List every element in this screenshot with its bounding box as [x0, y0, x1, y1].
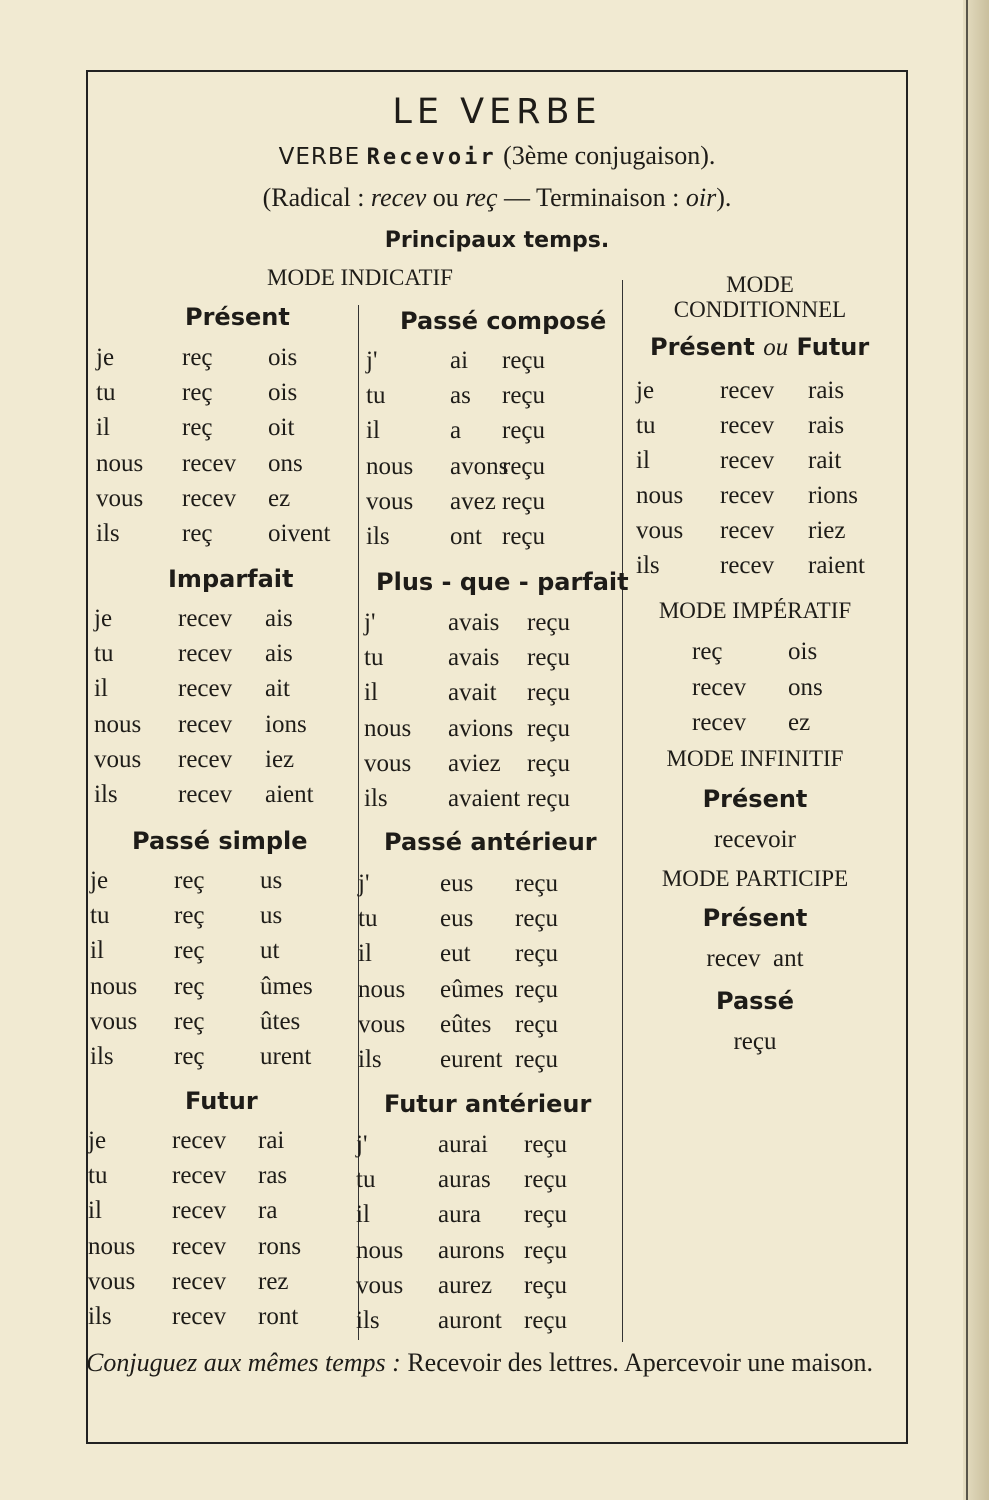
ending: ois — [268, 344, 298, 371]
ending: ez — [268, 484, 291, 512]
stem: recev — [172, 1267, 227, 1295]
stem: reç — [182, 414, 213, 442]
mode-conditionnel — [640, 272, 880, 322]
ending: reçu — [527, 644, 571, 672]
pronoun: il — [366, 417, 380, 445]
ending: ons — [268, 449, 303, 477]
stem: as — [450, 382, 471, 410]
mode-conditionnel-line1: MODE — [726, 272, 794, 297]
tense-title-plus-que-parfait: Plus - que - parfait — [376, 568, 629, 596]
ending: ions — [265, 710, 307, 738]
conditionnel-title-2: Futur — [796, 333, 870, 361]
participe-present-value — [630, 945, 880, 973]
pronoun: tu — [366, 382, 386, 410]
ending: iez — [265, 745, 295, 773]
ending: oit — [268, 414, 295, 442]
stem: recev — [178, 605, 233, 632]
ending: ois — [788, 638, 818, 665]
radical-2: reç — [465, 183, 498, 212]
ending: reçu — [527, 749, 571, 777]
tense-title-imparfait: Imparfait — [168, 565, 294, 593]
ending: ez — [788, 709, 811, 736]
ending: ras — [258, 1162, 288, 1190]
ending: reçu — [527, 785, 571, 812]
radical-1: recev — [370, 183, 427, 212]
mode-conditionnel-line2: CONDITIONNEL — [673, 297, 847, 322]
pronoun: tu — [90, 902, 110, 930]
pronoun: j' — [358, 870, 370, 897]
stem: a — [450, 417, 462, 445]
ending: reçu — [515, 975, 559, 1003]
pronoun: je — [94, 605, 113, 632]
pronoun: il — [94, 675, 108, 703]
stem: avais — [448, 609, 500, 636]
stem: eurent — [440, 1046, 503, 1073]
ending: ait — [265, 675, 290, 703]
stem: reç — [182, 379, 213, 407]
pronoun: je — [96, 344, 115, 371]
stem: avait — [448, 679, 497, 707]
conditionnel-title-ou: ou — [763, 334, 789, 361]
pronoun: tu — [356, 1166, 376, 1194]
stem: recev — [178, 745, 233, 773]
tense-title-passe-compose: Passé composé — [400, 307, 607, 335]
stem: recev — [692, 709, 747, 736]
stem: recev — [172, 1303, 227, 1330]
pronoun: nous — [90, 972, 138, 1000]
ending: ront — [258, 1303, 299, 1330]
stem: reç — [174, 1007, 205, 1035]
ending: reçu — [515, 940, 559, 968]
ending: riez — [808, 517, 846, 544]
ending: reçu — [524, 1166, 568, 1194]
stem: avions — [448, 714, 514, 742]
ending: reçu — [527, 679, 571, 707]
verb-name: Recevoir — [366, 145, 497, 170]
stem: auront — [438, 1307, 502, 1334]
ending: reçu — [502, 382, 546, 410]
participe-present-title: Présent — [702, 904, 808, 932]
stem: reç — [182, 520, 213, 547]
participe-present-ending: ant — [773, 945, 804, 972]
ending: reçu — [527, 609, 571, 636]
stem: avaient — [448, 785, 521, 812]
stem: reç — [174, 867, 205, 894]
pronoun: ils — [364, 785, 388, 812]
stem: eûtes — [440, 1010, 492, 1038]
stem: reç — [182, 344, 213, 371]
ending: rez — [258, 1267, 289, 1295]
pronoun: il — [90, 937, 104, 965]
pronoun: ils — [96, 520, 120, 547]
stem: reç — [174, 902, 205, 930]
ending: reçu — [515, 1010, 559, 1038]
stem: eus — [440, 870, 474, 897]
pronoun: nous — [364, 714, 412, 742]
pronoun: nous — [366, 452, 414, 480]
ending: reçu — [515, 905, 559, 933]
pronoun: vous — [358, 1010, 406, 1038]
ending: aient — [265, 781, 314, 808]
pronoun: je — [90, 867, 109, 894]
pronoun: je — [88, 1127, 107, 1154]
exercise-text: Recevoir des lettres. Apercevoir une maison. — [407, 1348, 874, 1377]
stem: recev — [182, 449, 237, 477]
radical-label: (Radical : — [262, 183, 365, 212]
ending: rions — [808, 482, 858, 509]
radical-line — [86, 183, 908, 213]
participe-passe-value: reçu — [733, 1028, 777, 1055]
stem: recev — [178, 640, 233, 668]
ending: oir — [685, 183, 717, 212]
conjugation-group: (3ème conjugaison). — [503, 141, 716, 170]
ending: reçu — [524, 1131, 568, 1158]
pronoun: vous — [356, 1271, 404, 1299]
radical-or: ou — [432, 183, 459, 212]
ending: reçu — [527, 714, 571, 742]
stem: recev — [178, 710, 233, 738]
participe-passe-title: Passé — [716, 987, 794, 1015]
column-divider-2 — [622, 280, 623, 1342]
stem: recev — [182, 484, 237, 512]
ending: urent — [260, 1043, 312, 1070]
pronoun: nous — [356, 1236, 404, 1264]
pronoun: ils — [358, 1046, 382, 1073]
pronoun: j' — [366, 347, 378, 374]
pronoun: ils — [636, 552, 660, 579]
ending: rais — [808, 412, 845, 439]
ending: rait — [808, 447, 842, 474]
tense-title-passe-simple: Passé simple — [132, 827, 308, 855]
ending: rais — [808, 377, 845, 404]
ending: ûtes — [260, 1007, 301, 1035]
ending: reçu — [515, 1046, 559, 1073]
tense-title-futur: Futur — [185, 1087, 258, 1115]
pronoun: nous — [88, 1232, 136, 1260]
pronoun: j' — [364, 609, 376, 636]
conditionnel-title-1: Présent — [650, 333, 755, 361]
pronoun: nous — [96, 449, 144, 477]
principal-tenses-heading: Principaux temps. — [384, 228, 610, 253]
exercise-label: Conjuguez aux mêmes temps : — [86, 1348, 401, 1377]
ending: reçu — [524, 1201, 568, 1229]
pronoun: ils — [94, 781, 118, 808]
stem: recev — [172, 1232, 227, 1260]
stem: ai — [450, 347, 469, 374]
pronoun: vous — [364, 749, 412, 777]
stem: recev — [178, 781, 233, 808]
ending: ut — [260, 937, 280, 965]
page-edge-line — [966, 0, 968, 1500]
stem: eus — [440, 905, 474, 933]
tense-title-present: Présent — [185, 303, 290, 331]
pronoun: nous — [636, 482, 684, 509]
pronoun: tu — [96, 379, 116, 407]
stem: recev — [720, 517, 775, 544]
stem: aurons — [438, 1236, 505, 1264]
ending: reçu — [524, 1236, 568, 1264]
stem: avons — [450, 452, 509, 480]
pronoun: ils — [356, 1307, 380, 1334]
ending: rons — [258, 1232, 302, 1260]
ending: reçu — [502, 452, 546, 480]
pronoun: vous — [636, 517, 684, 544]
stem: reç — [174, 937, 205, 965]
tense-title-futur-anterieur: Futur antérieur — [384, 1090, 592, 1118]
stem: recev — [172, 1162, 227, 1190]
exercise-instruction — [86, 1346, 886, 1380]
stem: recev — [172, 1197, 227, 1225]
pronoun: vous — [88, 1267, 136, 1295]
stem: auras — [438, 1166, 491, 1194]
stem: aviez — [448, 749, 501, 777]
ending: us — [260, 867, 283, 894]
pronoun: nous — [94, 710, 142, 738]
infinitif-value: recevoir — [714, 826, 796, 853]
ending-close: ). — [716, 183, 732, 212]
pronoun: il — [636, 447, 650, 474]
ending: ûmes — [260, 972, 313, 1000]
ending: reçu — [502, 347, 546, 374]
pronoun: tu — [88, 1162, 108, 1190]
pronoun: il — [358, 940, 372, 968]
ending: reçu — [502, 523, 546, 550]
stem: recev — [720, 482, 775, 509]
stem: recev — [720, 377, 775, 404]
tense-conditionnel — [650, 333, 869, 362]
ending: reçu — [502, 417, 546, 445]
pronoun: j' — [356, 1131, 368, 1158]
infinitif-tense-title: Présent — [702, 785, 808, 813]
stem: aura — [438, 1201, 482, 1229]
ending: ra — [258, 1197, 278, 1225]
stem: recev — [172, 1127, 227, 1154]
stem: eut — [440, 940, 471, 968]
ending: reçu — [502, 487, 546, 515]
stem: ont — [450, 523, 482, 550]
ending: ais — [265, 640, 293, 668]
ending-label: — Terminaison : — [503, 183, 680, 212]
pronoun: tu — [636, 412, 656, 439]
pronoun: nous — [358, 975, 406, 1003]
stem: reç — [174, 972, 205, 1000]
ending: ais — [265, 605, 293, 632]
stem: recev — [692, 673, 747, 701]
stem: avais — [448, 644, 500, 672]
ending: reçu — [524, 1307, 568, 1334]
stem: aurez — [438, 1271, 493, 1299]
pronoun: tu — [364, 644, 384, 672]
ending: rai — [258, 1127, 285, 1154]
tense-title-passe-anterieur: Passé antérieur — [384, 828, 597, 856]
stem: aurai — [438, 1131, 488, 1158]
pronoun: il — [356, 1201, 370, 1229]
mode-indicatif: MODE INDICATIF — [267, 265, 453, 290]
stem: eûmes — [440, 975, 504, 1003]
pronoun: ils — [88, 1303, 112, 1330]
ending: ons — [788, 673, 823, 701]
page-title: LE VERBE — [392, 92, 602, 132]
ending: us — [260, 902, 283, 930]
pronoun: il — [88, 1197, 102, 1225]
stem: reç — [692, 638, 723, 665]
pronoun: vous — [94, 745, 142, 773]
stem: recev — [178, 675, 233, 703]
mode-infinitif: MODE INFINITIF — [666, 746, 844, 771]
ending: oivent — [268, 520, 331, 547]
pronoun: ils — [366, 523, 390, 550]
pronoun: vous — [96, 484, 144, 512]
pronoun: tu — [94, 640, 114, 668]
stem: reç — [174, 1043, 205, 1070]
participe-present-stem: recev — [706, 945, 761, 972]
pronoun: il — [96, 414, 110, 442]
pronoun: tu — [358, 905, 378, 933]
ending: ois — [268, 379, 298, 407]
ending: reçu — [515, 870, 559, 897]
pronoun: vous — [90, 1007, 138, 1035]
stem: recev — [720, 447, 775, 474]
mode-participe: MODE PARTICIPE — [661, 866, 849, 891]
ending: reçu — [524, 1271, 568, 1299]
pronoun: vous — [366, 487, 414, 515]
ending: raient — [808, 552, 865, 579]
pronoun: ils — [90, 1043, 114, 1070]
verb-heading — [86, 141, 908, 171]
pronoun: il — [364, 679, 378, 707]
stem: recev — [720, 552, 775, 579]
mode-imperatif: MODE IMPÉRATIF — [658, 598, 852, 623]
stem: avez — [450, 487, 496, 515]
pronoun: je — [636, 377, 655, 404]
verb-prefix: VERBE — [278, 144, 361, 170]
stem: recev — [720, 412, 775, 439]
